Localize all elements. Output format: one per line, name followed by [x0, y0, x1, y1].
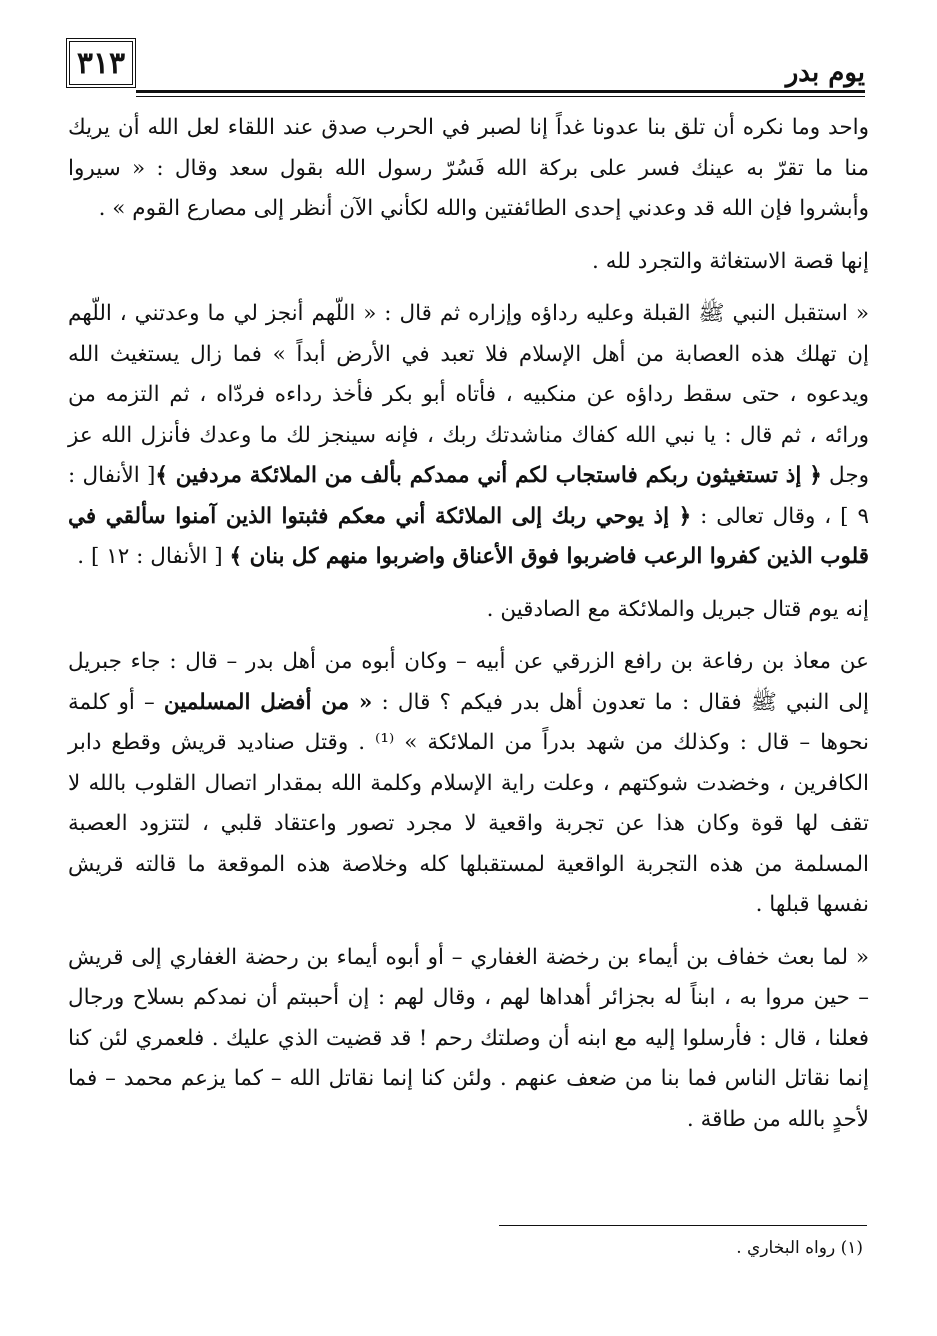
text-run: إنه يوم قتال جبريل والملائكة مع الصادقين .	[486, 596, 869, 622]
emphasis-text: ﴿ إذ يوحي ربك إلى الملائكة أني معكم فثبتوا الذين آمنوا سألقي في قلوب الذين كفروا الرعب فاضربوا فوق الأعناق واضربوا منهم كل بنان ﴾	[68, 503, 869, 569]
text-run: [ الأنفال : ٩ ] ، وقال تعالى :	[68, 463, 869, 529]
running-title: يوم بدر	[785, 58, 865, 88]
header-rule	[136, 90, 865, 97]
emphasis-text: ﴿ إذ تستغيثون ربكم فاستجاب لكم أني ممدكم بألف من الملائكة مردفين ﴾	[155, 463, 822, 488]
page-header	[66, 38, 865, 98]
page-number: ٣١٣	[66, 38, 136, 88]
paragraph	[68, 242, 869, 283]
emphasis-text: « من أفضل المسلمين	[163, 689, 373, 715]
paragraph	[68, 938, 869, 1141]
paragraph	[68, 294, 869, 578]
text-run: « لما بعث خفاف بن أيماء بن رخضة الغفاري – أو أبوه أيماء بن رحضة الغفاري إلى قريش – حين مروا به ، ابناً له بجزائر أهداها لهم ، وقال لهم : إن أحببتم أن نمدكم بسلاح ورجال فعلنا ، قال : فأرسلوا إليه مع ابنه أن وصلتك رحم ! قد قضيت الذي عليك . فلعمري لئن كنا إنما نقاتل الناس فما بنا من ضعف عنهم . ولئن كنا إنما نقاتل الله – كما يزعم محمد – فما لأحدٍ بالله من طاقة .	[68, 944, 869, 1132]
paragraph	[68, 642, 869, 926]
text-run: واحد وما نكره أن تلق بنا عدونا غداً إنا لصبر في الحرب صدق عند اللقاء لعل الله أن يريك منا ما تقرّ به عينك فسر على بركة الله فَسُرّ رسول الله بقول سعد وقال : « سيروا وأبشروا فإن الله قد وعدني إحدى الطائفتين والله لكأني الآن أنظر إلى مصارع القوم » .	[68, 115, 869, 221]
text-run: [ الأنفال : ١٢ ] .	[77, 544, 230, 569]
text-run: إنها قصة الاستغاثة والتجرد لله .	[592, 248, 869, 274]
body-text	[68, 108, 869, 1140]
paragraph	[68, 108, 869, 230]
text-run: « استقبل النبي ﷺ القبلة وعليه رداؤه وإزاره ثم قال : « اللّهم أنجز لي ما وعدتني ، اللّهم إن تهلك هذه العصابة من أهل الإسلام فلا تعبد في الأرض أبداً » فما زال يستغيث الله ويدعوه ، حتى سقط رداؤه عن منكبيه ، فأتاه أبو بكر فأخذ رداءه فردّاه ، ثم التزمه من ورائه ، ثم قال : يا نبي الله كفاك مناشدتك ربك ، فإنه سينجز لك ما وعدك فأنزل الله عز وجل	[68, 301, 870, 488]
footnote: (١) رواه البخاري .	[736, 1238, 863, 1258]
paragraph	[68, 590, 869, 631]
text-run: عن معاذ بن رفاعة بن رافع الزرقي عن أبيه – وكان أبوه من أهل بدر – قال : جاء جبريل إلى النبي ﷺ فقال : ما تعدون أهل بدر فيكم ؟ قال :	[68, 649, 869, 715]
footnote-rule	[499, 1225, 867, 1226]
text-run: – أو كلمة نحوها – قال : وكذلك من شهد بدراً من الملائكة » ⁽¹⁾ . وقتل صناديد قريش وقطع دابر الكافرين ، وخضدت شوكتهم ، وعلت راية الإسلام وكلمة الله بمقدار اتصال القلوب بالله لا تقف لها قوة وكان هذا عن تجربة واقعية لا مجرد تصور واعتقاد قلبي ، لتتزود العصبة المسلمة من هذه التجربة الواقعية لمستقبلها كله وخلاصة هذه الموقعة ما قالته قريش نفسها قبلها .	[68, 689, 869, 917]
